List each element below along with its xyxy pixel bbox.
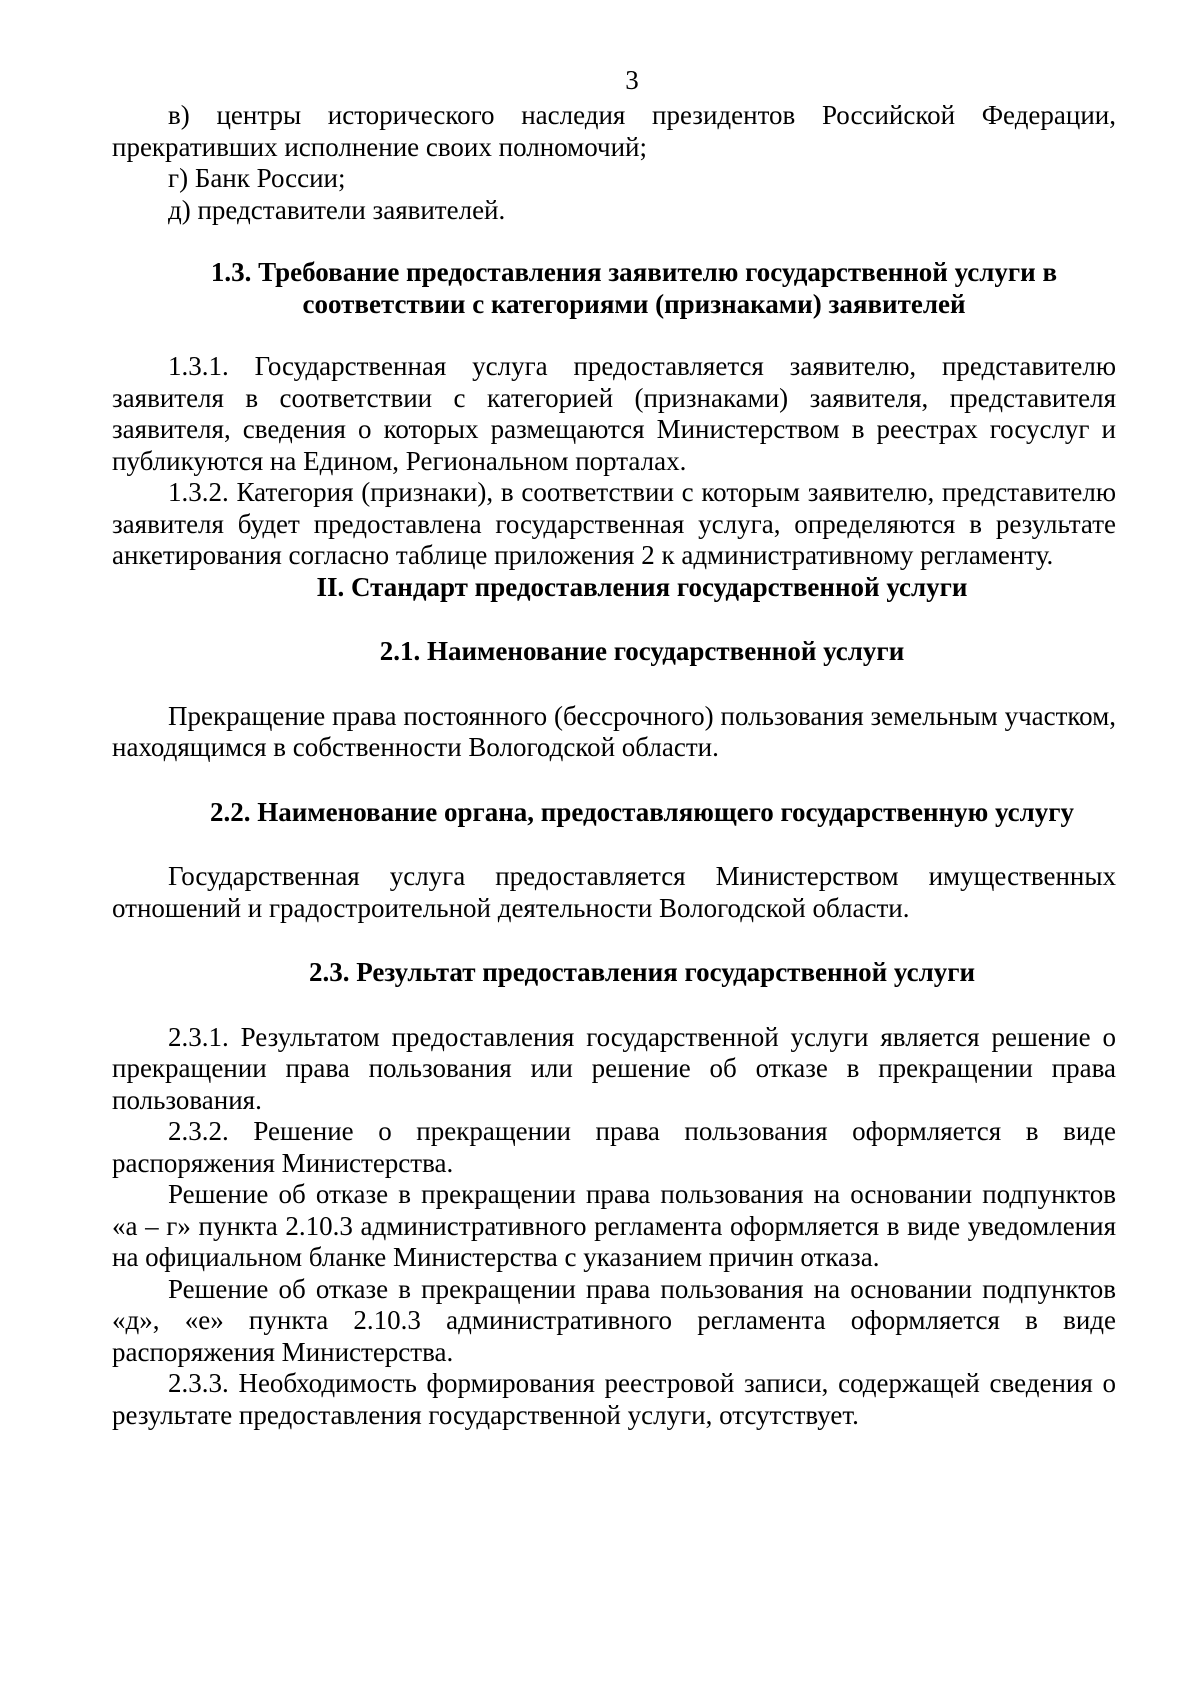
paragraph-1-3-2: 1.3.2. Категория (признаки), в соответствии с которым заявителю, представителю заявителя будет предоставлена государственная услуга, определяются в результате анкетирования согласно таблице приложения 2 к административному регламенту. <box>112 477 1116 570</box>
list-item-g: г) Банк России; <box>168 163 346 193</box>
paragraph-2-3-1: 2.3.1. Результатом предоставления государственной услуги является решение о прекращении права пользования или решение об отказе в прекращении права пользования. <box>112 1021 1116 1115</box>
list-item-v: в) центры исторического наследия президентов Российской Федерации, прекративших исполнение своих полномочий; <box>112 100 1116 162</box>
paragraph-2-3-2-refusal-d-e: Решение об отказе в прекращении права пользования на основании подпунктов «д», «е» пункта 2.10.3 административного регламента оформляется в виде распоряжения Министерства. <box>112 1273 1116 1367</box>
list-item-d: д) представители заявителей. <box>168 194 506 225</box>
section-2-heading: II. Стандарт предоставления государственной услуги <box>316 571 968 602</box>
paragraph-2-2: Государственная услуга предоставляется Министерством имущественных отношений и градостроительной деятельности Вологодской области. <box>112 861 1116 923</box>
paragraph-1-3-1: 1.3.1. Государственная услуга предоставляется заявителю, представителю заявителя в соответствии с категорией (признаками) заявителя, представителя заявителя, сведения о которых размещаются Министерством в реестрах госуслуг и публикуются на Едином, Региональном порталах. <box>112 351 1116 476</box>
paragraph-2-3-2-refusal-a-g: Решение об отказе в прекращении права пользования на основании подпунктов «а – г» пункта 2.10.3 административного регламента оформляется в виде уведомления на официальном бланке Министерства с указанием причин отказа. <box>112 1179 1116 1272</box>
paragraph-2-3-2: 2.3.2. Решение о прекращении права пользования оформляется в виде распоряжения Министерства. <box>112 1116 1116 1178</box>
paragraph-2-1: Прекращение права постоянного (бессрочного) пользования земельным участком, находящимся в собственности Вологодской области. <box>112 700 1116 762</box>
section-2-2-heading: 2.2. Наименование органа, предоставляющего государственную услугу <box>209 796 1075 827</box>
section-2-1-heading: 2.1. Наименование государственной услуги <box>379 636 905 666</box>
paragraph-2-3-3: 2.3.3. Необходимость формирования реестровой записи, содержащей сведения о результате предоставления государственной услуги, отсутствует. <box>112 1368 1116 1430</box>
section-1-3-heading: 1.3. Требование предоставления заявителю государственной услуги в соответствии с категориями (признаками) заявителей <box>210 257 1058 319</box>
page-number: 3 <box>625 65 639 95</box>
section-2-3-heading: 2.3. Результат предоставления государственной услуги <box>308 957 976 987</box>
